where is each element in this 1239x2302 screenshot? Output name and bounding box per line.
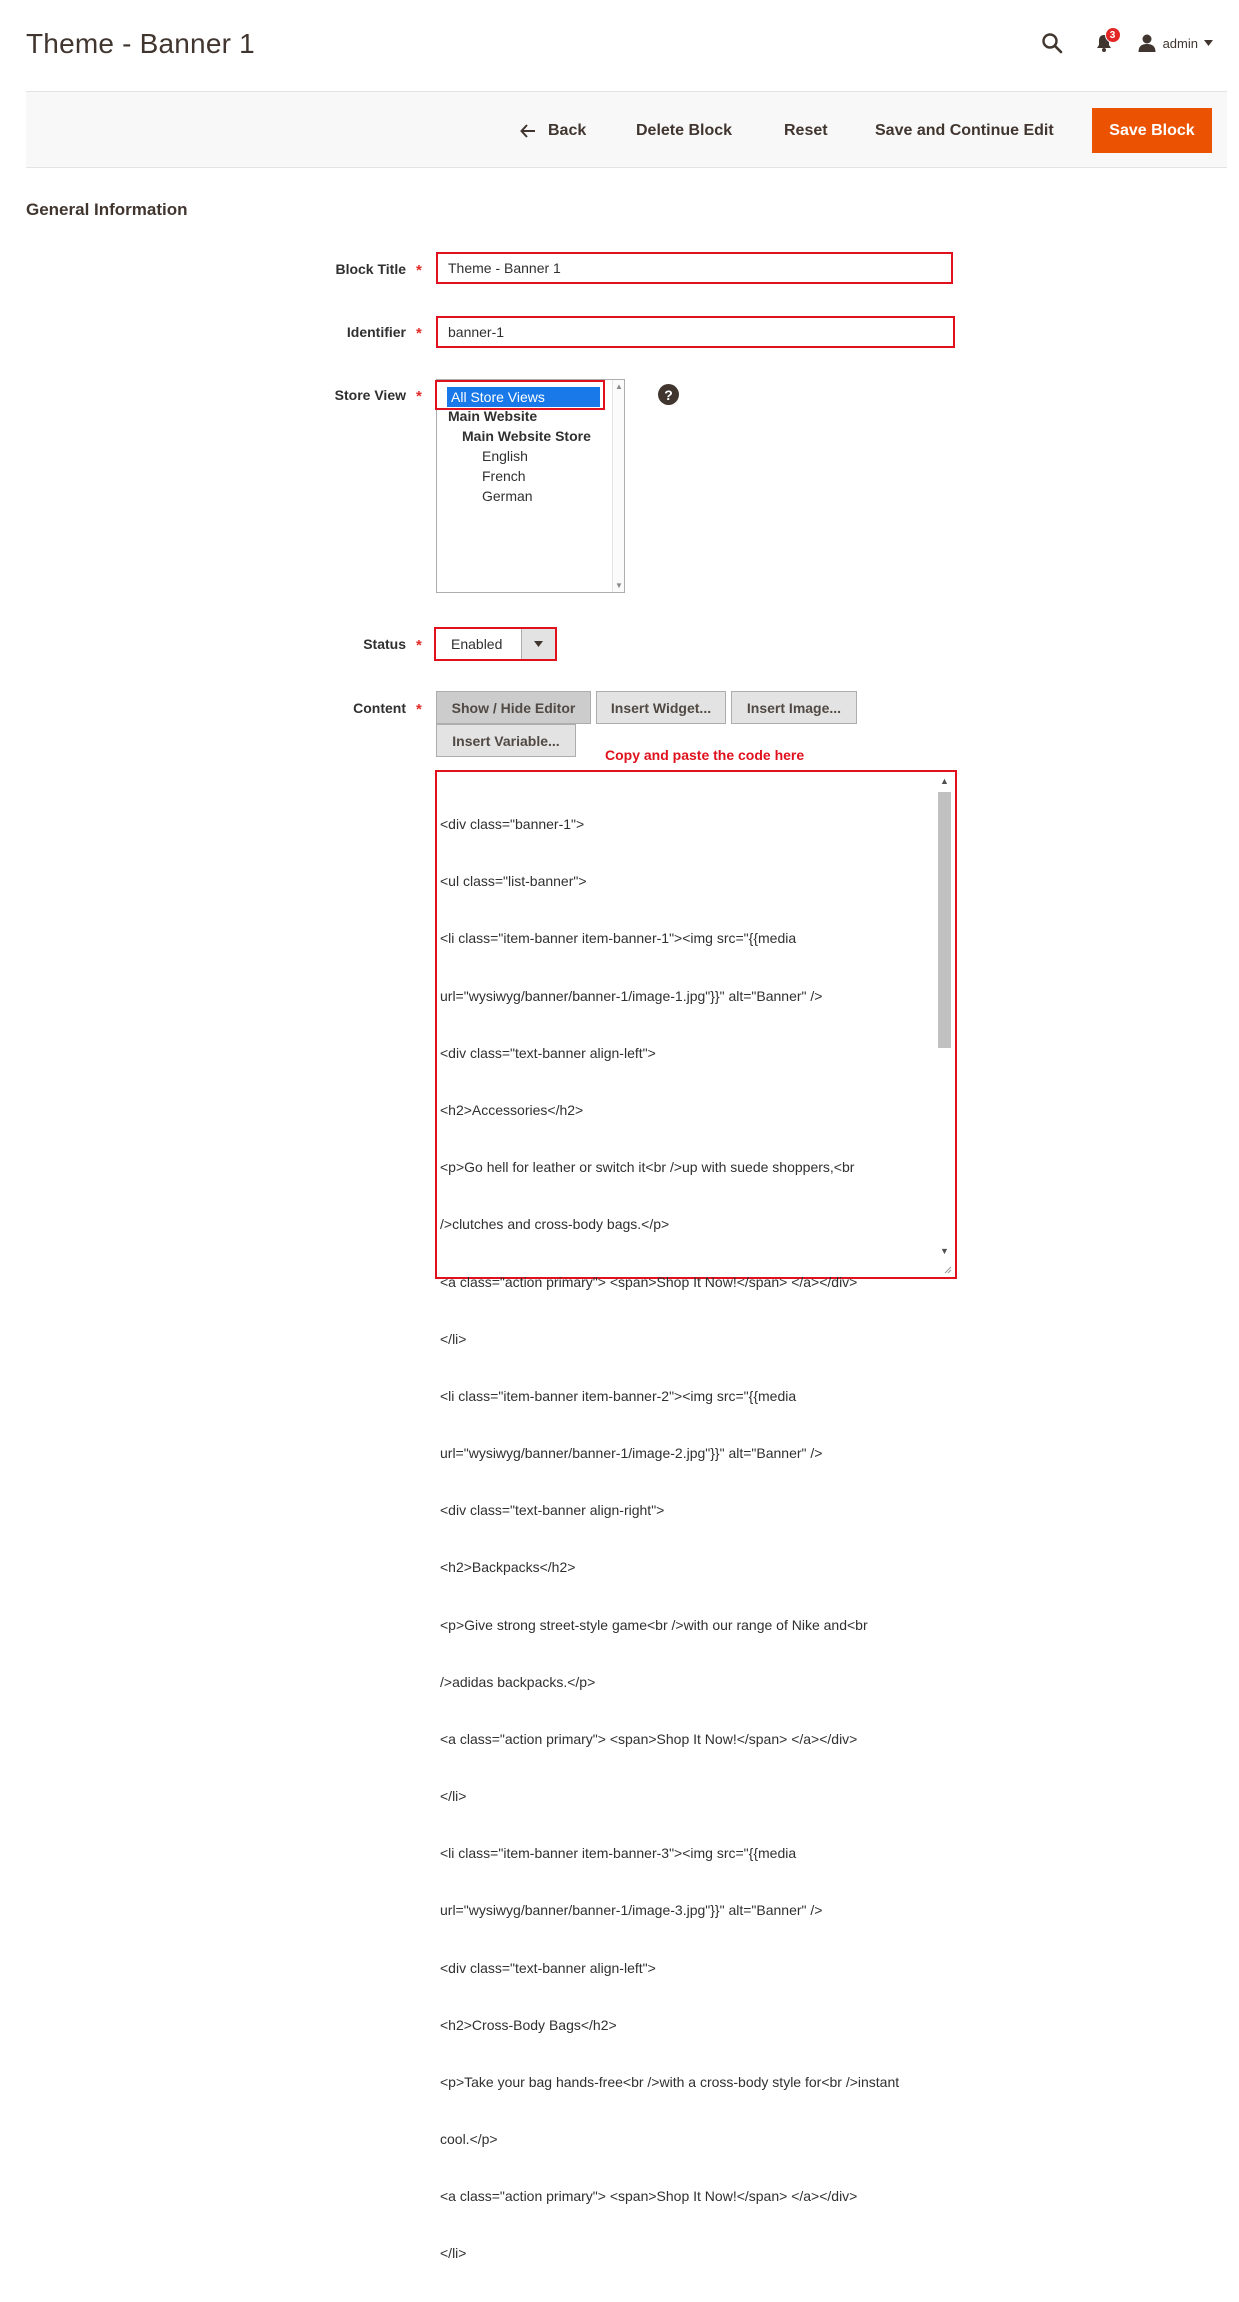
delete-block-button[interactable]: Delete Block [636,108,732,153]
code-line: <p>Give strong street-style game<br />with our range of Nike and<br [440,1616,868,1633]
content-code-lines [440,777,935,2302]
code-line: <p>Go hell for leather or switch it<br />up with suede shoppers,<br [440,1159,855,1176]
code-line: url="wysiwyg/banner/banner-1/image-2.jpg"}}" alt="Banner" /> [440,1445,823,1462]
code-line: </li> [440,1788,467,1805]
code-line: <a class="action primary"> <span>Shop It Now!</span> </a></div> [440,1730,858,1747]
status-dropdown-toggle[interactable] [521,629,555,659]
show-hide-editor-button[interactable]: Show / Hide Editor [436,691,591,724]
code-line: </li> [440,2245,467,2262]
code-line: <h2>Cross-Body Bags</h2> [440,2016,617,2033]
store-view-option-french[interactable]: French [482,468,526,484]
status-label: Status [363,636,406,652]
arrow-left-icon [520,124,536,138]
insert-widget-button[interactable]: Insert Widget... [596,691,726,724]
insert-variable-button[interactable]: Insert Variable... [436,724,576,757]
page-actions-toolbar [26,91,1227,168]
status-select[interactable] [434,627,557,661]
user-account-menu[interactable] [1137,33,1213,53]
code-line: url="wysiwyg/banner/banner-1/image-1.jpg"}}" alt="Banner" /> [440,987,823,1004]
identifier-label: Identifier [346,324,406,340]
insert-image-button[interactable]: Insert Image... [731,691,857,724]
question-circle-icon[interactable]: ? [658,384,679,405]
save-and-continue-button[interactable]: Save and Continue Edit [875,108,1054,153]
chevron-up-icon: ▲ [940,776,949,786]
required-mark: * [416,701,422,718]
chevron-down-icon: ▼ [615,581,623,590]
identifier-input[interactable]: banner-1 [436,316,955,348]
section-title: General Information [26,200,188,219]
store-view-option-website[interactable]: Main Website [448,408,538,424]
paste-code-hint: Copy and paste the code here [605,747,805,763]
content-label: Content [353,700,406,716]
header-actions [1037,28,1213,58]
search-button[interactable] [1037,28,1067,58]
code-line: <div class="banner-1"> [440,816,585,833]
back-label: Back [548,121,587,139]
code-line: <a class="action primary"> <span>Shop It Now!</span> </a></div> [440,1273,858,1290]
store-view-option-all[interactable]: All Store Views [447,387,600,407]
store-view-option-german[interactable]: German [482,488,533,504]
code-line: <div class="text-banner align-left"> [440,1044,656,1061]
store-view-option-english[interactable]: English [482,448,528,464]
code-line: <h2>Backpacks</h2> [440,1559,576,1576]
block-title-input[interactable]: Theme - Banner 1 [436,252,953,284]
content-textarea[interactable] [435,770,957,2262]
store-view-label: Store View [334,387,406,403]
back-button[interactable] [520,108,586,153]
scrollbar-thumb[interactable] [938,792,951,1048]
save-block-button[interactable]: Save Block [1092,108,1212,153]
user-icon [1137,33,1157,53]
code-line: <h2>Accessories</h2> [440,1101,584,1118]
block-title-label: Block Title [335,261,406,277]
content-scrollbar[interactable] [938,776,951,1256]
user-name: admin [1162,35,1198,51]
code-line: <li class="item-banner item-banner-2"><img src="{{media [440,1387,797,1404]
store-view-scrollbar[interactable] [612,380,624,592]
code-line: <div class="text-banner align-left"> [440,1959,656,1976]
caret-down-icon [1204,40,1213,46]
code-line: <p>Take your bag hands-free<br />with a cross-body style for<br />instant [440,2073,900,2090]
code-line: <li class="item-banner item-banner-3"><img src="{{media [440,1845,797,1862]
code-line: />clutches and cross-body bags.</p> [440,1216,670,1233]
store-view-option-store[interactable]: Main Website Store [462,428,591,444]
chevron-down-icon: ▼ [940,1246,949,1256]
resize-grip-icon[interactable] [944,1266,952,1274]
status-value: Enabled [451,636,503,652]
page-title: Theme - Banner 1 [26,28,255,59]
required-mark: * [416,388,422,405]
code-line: <ul class="list-banner"> [440,873,587,890]
store-view-multiselect[interactable] [436,379,625,593]
code-line: <li class="item-banner item-banner-1"><img src="{{media [440,930,797,947]
required-mark: * [416,262,422,279]
code-line: url="wysiwyg/banner/banner-1/image-3.jpg"}}" alt="Banner" /> [440,1902,823,1919]
code-line: cool.</p> [440,2131,498,2148]
required-mark: * [416,325,422,342]
code-line: <a class="action primary"> <span>Shop It Now!</span> </a></div> [440,2188,858,2205]
chevron-up-icon: ▲ [615,382,623,391]
code-line: <div class="text-banner align-right"> [440,1502,665,1519]
notification-count-badge: 3 [1105,27,1121,43]
caret-down-icon [534,641,543,647]
required-mark: * [416,637,422,654]
notifications-button[interactable] [1089,28,1119,58]
reset-button[interactable]: Reset [784,108,828,153]
search-icon [1041,32,1063,54]
code-line: </li> [440,1330,467,1347]
code-line: />adidas backpacks.</p> [440,1673,596,1690]
